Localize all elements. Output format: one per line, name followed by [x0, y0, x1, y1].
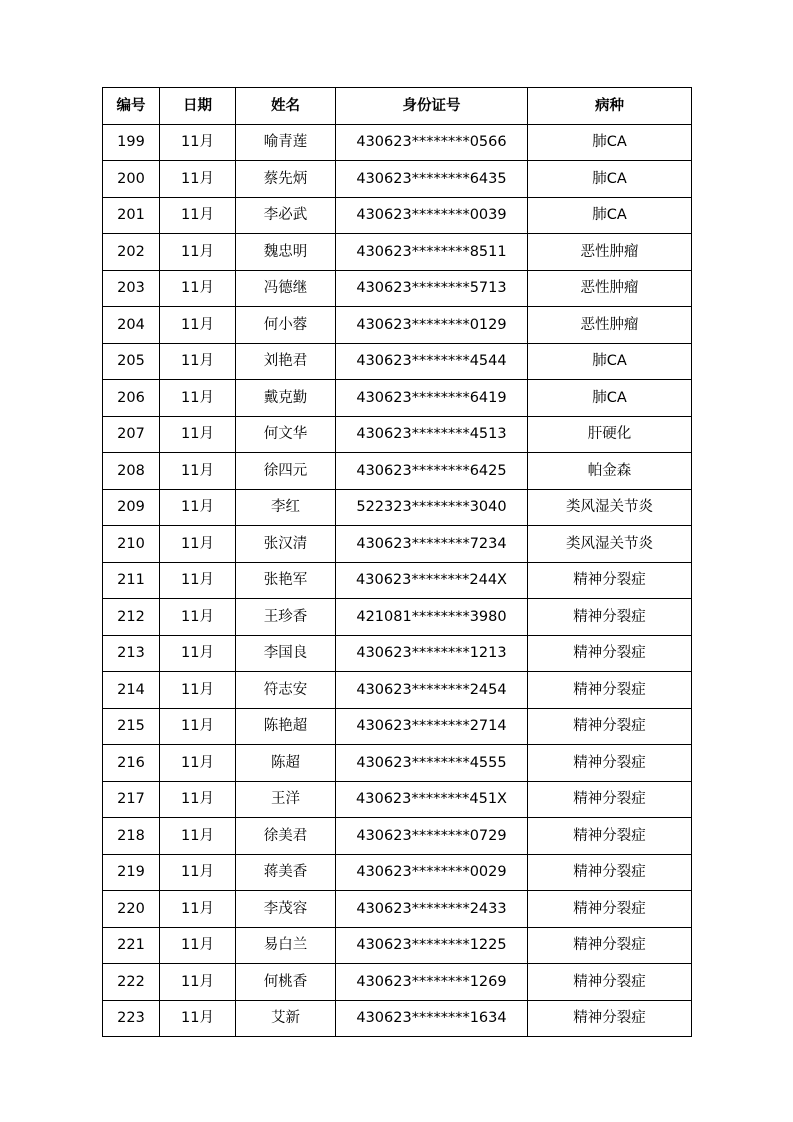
cell-disease: 肺CA — [528, 197, 692, 234]
cell-disease: 恶性肿瘤 — [528, 307, 692, 344]
cell-date: 11月 — [160, 526, 236, 563]
cell-id-number: 430623********244X — [336, 562, 528, 599]
cell-id-number: 430623********4544 — [336, 343, 528, 380]
cell-name: 李必武 — [236, 197, 336, 234]
cell-id-number: 430623********8511 — [336, 234, 528, 271]
header-number: 编号 — [103, 88, 160, 125]
cell-date: 11月 — [160, 818, 236, 855]
cell-id-number: 430623********1634 — [336, 1000, 528, 1037]
cell-name: 陈艳超 — [236, 708, 336, 745]
table-row — [103, 854, 692, 891]
header-disease: 病种 — [528, 88, 692, 125]
table-row — [103, 234, 692, 271]
cell-disease: 精神分裂症 — [528, 635, 692, 672]
cell-name: 张艳军 — [236, 562, 336, 599]
cell-date: 11月 — [160, 927, 236, 964]
cell-number: 206 — [103, 380, 160, 417]
cell-date: 11月 — [160, 964, 236, 1001]
cell-id-number: 430623********6435 — [336, 161, 528, 198]
cell-id-number: 522323********3040 — [336, 489, 528, 526]
cell-name: 冯德继 — [236, 270, 336, 307]
cell-name: 魏忠明 — [236, 234, 336, 271]
cell-name: 蒋美香 — [236, 854, 336, 891]
table-row — [103, 745, 692, 782]
cell-number: 208 — [103, 453, 160, 490]
cell-name: 艾新 — [236, 1000, 336, 1037]
cell-disease: 精神分裂症 — [528, 854, 692, 891]
cell-disease: 精神分裂症 — [528, 818, 692, 855]
cell-disease: 类风湿关节炎 — [528, 489, 692, 526]
cell-number: 218 — [103, 818, 160, 855]
records-table — [102, 87, 692, 1037]
cell-number: 199 — [103, 124, 160, 161]
cell-disease: 精神分裂症 — [528, 781, 692, 818]
cell-number: 210 — [103, 526, 160, 563]
cell-date: 11月 — [160, 380, 236, 417]
cell-disease: 肺CA — [528, 343, 692, 380]
cell-name: 李茂容 — [236, 891, 336, 928]
cell-name: 李红 — [236, 489, 336, 526]
cell-date: 11月 — [160, 416, 236, 453]
cell-number: 221 — [103, 927, 160, 964]
cell-date: 11月 — [160, 1000, 236, 1037]
cell-name: 何文华 — [236, 416, 336, 453]
cell-date: 11月 — [160, 708, 236, 745]
cell-date: 11月 — [160, 745, 236, 782]
cell-id-number: 430623********4513 — [336, 416, 528, 453]
cell-name: 王洋 — [236, 781, 336, 818]
table-header-row — [103, 88, 692, 125]
cell-disease: 帕金森 — [528, 453, 692, 490]
table-row — [103, 635, 692, 672]
cell-id-number: 430623********1213 — [336, 635, 528, 672]
cell-disease: 类风湿关节炎 — [528, 526, 692, 563]
cell-date: 11月 — [160, 781, 236, 818]
cell-date: 11月 — [160, 343, 236, 380]
cell-disease: 精神分裂症 — [528, 745, 692, 782]
cell-id-number: 430623********6419 — [336, 380, 528, 417]
cell-date: 11月 — [160, 891, 236, 928]
cell-disease: 肺CA — [528, 124, 692, 161]
cell-date: 11月 — [160, 234, 236, 271]
cell-id-number: 430623********1269 — [336, 964, 528, 1001]
cell-number: 220 — [103, 891, 160, 928]
cell-disease: 精神分裂症 — [528, 708, 692, 745]
cell-number: 211 — [103, 562, 160, 599]
cell-id-number: 430623********2714 — [336, 708, 528, 745]
cell-disease: 肝硬化 — [528, 416, 692, 453]
cell-id-number: 421081********3980 — [336, 599, 528, 636]
table-row — [103, 197, 692, 234]
cell-id-number: 430623********0029 — [336, 854, 528, 891]
cell-disease: 精神分裂症 — [528, 672, 692, 709]
table-row — [103, 270, 692, 307]
cell-number: 217 — [103, 781, 160, 818]
cell-id-number: 430623********4555 — [336, 745, 528, 782]
cell-name: 刘艳君 — [236, 343, 336, 380]
cell-number: 203 — [103, 270, 160, 307]
cell-id-number: 430623********5713 — [336, 270, 528, 307]
cell-date: 11月 — [160, 307, 236, 344]
table-row — [103, 599, 692, 636]
cell-number: 214 — [103, 672, 160, 709]
cell-number: 209 — [103, 489, 160, 526]
cell-disease: 精神分裂症 — [528, 964, 692, 1001]
cell-id-number: 430623********2454 — [336, 672, 528, 709]
table-row — [103, 343, 692, 380]
cell-number: 201 — [103, 197, 160, 234]
cell-date: 11月 — [160, 672, 236, 709]
cell-name: 喻青莲 — [236, 124, 336, 161]
cell-number: 205 — [103, 343, 160, 380]
table-row — [103, 891, 692, 928]
cell-name: 张汉清 — [236, 526, 336, 563]
cell-id-number: 430623********7234 — [336, 526, 528, 563]
cell-name: 李国良 — [236, 635, 336, 672]
cell-number: 222 — [103, 964, 160, 1001]
table-body — [103, 124, 692, 1037]
cell-date: 11月 — [160, 161, 236, 198]
cell-number: 213 — [103, 635, 160, 672]
cell-name: 何小蓉 — [236, 307, 336, 344]
cell-name: 蔡先炳 — [236, 161, 336, 198]
cell-name: 何桃香 — [236, 964, 336, 1001]
cell-number: 219 — [103, 854, 160, 891]
cell-date: 11月 — [160, 562, 236, 599]
table-row — [103, 927, 692, 964]
cell-number: 215 — [103, 708, 160, 745]
cell-date: 11月 — [160, 489, 236, 526]
table-row — [103, 1000, 692, 1037]
header-name: 姓名 — [236, 88, 336, 125]
table-row — [103, 964, 692, 1001]
table-row — [103, 526, 692, 563]
cell-id-number: 430623********2433 — [336, 891, 528, 928]
cell-date: 11月 — [160, 599, 236, 636]
cell-id-number: 430623********0129 — [336, 307, 528, 344]
cell-date: 11月 — [160, 854, 236, 891]
cell-id-number: 430623********6425 — [336, 453, 528, 490]
cell-date: 11月 — [160, 635, 236, 672]
cell-date: 11月 — [160, 124, 236, 161]
cell-id-number: 430623********0566 — [336, 124, 528, 161]
cell-id-number: 430623********451X — [336, 781, 528, 818]
table-row — [103, 161, 692, 198]
cell-number: 202 — [103, 234, 160, 271]
cell-name: 徐美君 — [236, 818, 336, 855]
cell-disease: 恶性肿瘤 — [528, 234, 692, 271]
cell-number: 212 — [103, 599, 160, 636]
table-row — [103, 562, 692, 599]
cell-name: 符志安 — [236, 672, 336, 709]
table-row — [103, 672, 692, 709]
cell-number: 207 — [103, 416, 160, 453]
cell-number: 216 — [103, 745, 160, 782]
table-row — [103, 781, 692, 818]
cell-disease: 精神分裂症 — [528, 1000, 692, 1037]
cell-number: 223 — [103, 1000, 160, 1037]
cell-name: 戴克勤 — [236, 380, 336, 417]
table-row — [103, 416, 692, 453]
cell-name: 王珍香 — [236, 599, 336, 636]
table-row — [103, 818, 692, 855]
table-row — [103, 307, 692, 344]
cell-name: 易白兰 — [236, 927, 336, 964]
cell-number: 204 — [103, 307, 160, 344]
cell-disease: 恶性肿瘤 — [528, 270, 692, 307]
cell-disease: 精神分裂症 — [528, 562, 692, 599]
header-id-number: 身份证号 — [336, 88, 528, 125]
cell-id-number: 430623********1225 — [336, 927, 528, 964]
cell-date: 11月 — [160, 197, 236, 234]
cell-date: 11月 — [160, 270, 236, 307]
table-row — [103, 489, 692, 526]
table-row — [103, 380, 692, 417]
cell-disease: 精神分裂症 — [528, 599, 692, 636]
cell-name: 陈超 — [236, 745, 336, 782]
cell-disease: 肺CA — [528, 161, 692, 198]
cell-name: 徐四元 — [236, 453, 336, 490]
cell-date: 11月 — [160, 453, 236, 490]
cell-disease: 精神分裂症 — [528, 927, 692, 964]
table-row — [103, 453, 692, 490]
cell-id-number: 430623********0729 — [336, 818, 528, 855]
table-row — [103, 124, 692, 161]
header-date: 日期 — [160, 88, 236, 125]
table-row — [103, 708, 692, 745]
cell-disease: 肺CA — [528, 380, 692, 417]
cell-disease: 精神分裂症 — [528, 891, 692, 928]
cell-number: 200 — [103, 161, 160, 198]
cell-id-number: 430623********0039 — [336, 197, 528, 234]
